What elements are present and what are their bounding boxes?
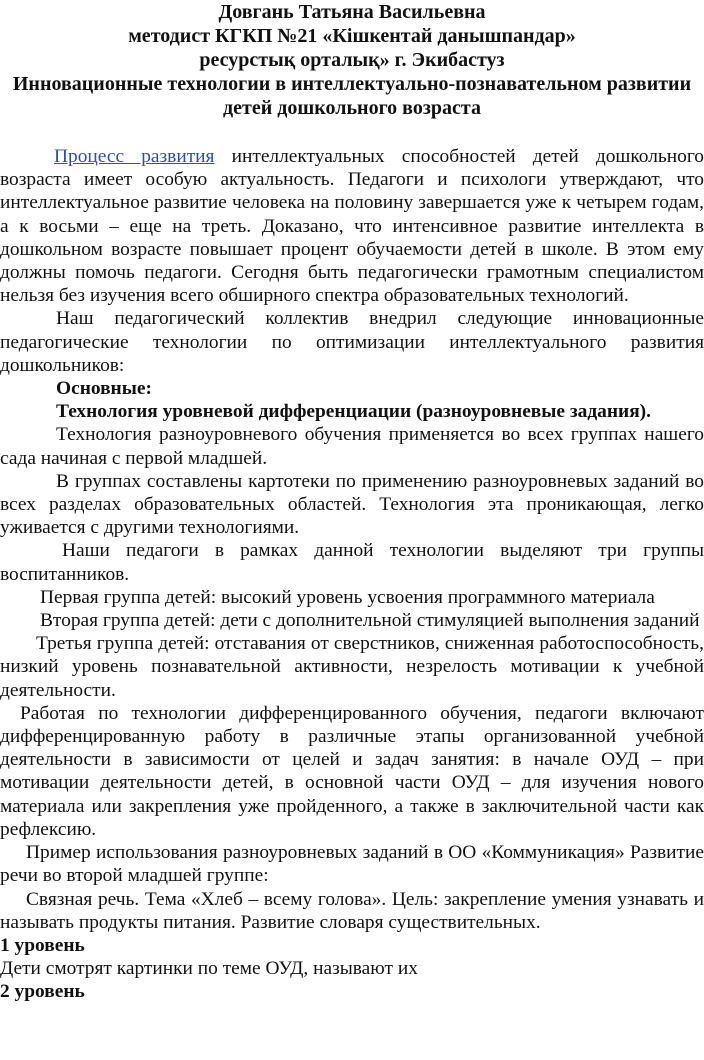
- article-title-line2: детей дошкольного возраста: [223, 97, 481, 119]
- author-name: Довгань Татьяна Васильевна: [218, 1, 486, 23]
- paragraph-groups: Наши педагоги в рамках данной технологии выделяют три группы воспитанников.: [0, 540, 704, 585]
- heading-main: Основные:: [56, 378, 152, 400]
- paragraph-group-1: Первая группа детей: высокий уровень усвоения программного материала: [40, 586, 655, 608]
- document-body: [0, 145, 704, 1004]
- paragraph-tech-usage: Технология разноуровневого обучения применяется во всех группах нашего сада начиная с первой младшей.: [0, 424, 704, 469]
- paragraph-intro-text: интеллектуальных способностей детей дошкольного возраста имеет особую актуальность. Педагоги и психологи утверждают, что интеллектуальное развитие человека на половину завершается уже к четырем годам, а к восьми – еще на треть. Доказано, что интенсивное развитие интеллекта в дошкольном возрасте повышает процент обучаемости детей в школе. В этом ему должны помочь педагоги. Сегодня быть педагогически грамотным специалистом нельзя без изучения всего обширного спектра образовательных технологий.: [0, 146, 704, 307]
- author-position: методист КГКП №21 «Кішкентай данышпандар»: [128, 25, 576, 47]
- process-link[interactable]: Процесс развития: [54, 146, 215, 167]
- paragraph-team: Наш педагогический коллектив внедрил следующие инновационные педагогические технологии по оптимизации интеллектуального развития дошкольников:: [0, 308, 704, 376]
- document-header: [0, 0, 704, 120]
- level-1-heading: 1 уровень: [0, 934, 85, 956]
- paragraph-intro: [0, 145, 704, 307]
- paragraph-connected-speech: Связная речь. Тема «Хлеб – всему голова». Цель: закрепление умения узнавать и называть продукты питания. Развитие словаря существительных.: [0, 888, 704, 933]
- resource-center: ресурстық орталық» г. Экибастуз: [199, 49, 505, 71]
- paragraph-cards: В группах составлены картотеки по применению разноуровневых заданий во всех разделах образовательных областей. Технология эта проникающая, легко уживается с другими технологиями.: [0, 470, 704, 539]
- paragraph-example: Пример использования разноуровневых заданий в ОО «Коммуникация» Развитие речи во второй младшей группе:: [0, 842, 704, 887]
- level-1-text: Дети смотрят картинки по теме ОУД, называют их: [0, 958, 418, 980]
- heading-technology: Технология уровневой дифференциации (разноуровневые задания).: [56, 401, 651, 423]
- paragraph-group-3: Третья группа детей: отставания от сверстников, сниженная работоспособность, низкий уровень познавательной активности, незрелость мотивации к учебной деятельности.: [0, 633, 704, 701]
- level-2-heading: 2 уровень: [0, 981, 85, 1003]
- paragraph-differentiated-work: Работая по технологии дифференцированного обучения, педагоги включают дифференцированную работу в различные этапы организованной учебной деятельности в зависимости от целей и задач занятия: в начале ОУД – при мотивации деятельности детей, в основной части ОУД – для изучения нового материала или закрепления уже пройденного, а также в заключительной части как рефлексию.: [0, 702, 704, 840]
- paragraph-group-2: Вторая группа детей: дети с дополнительной стимуляцией выполнения заданий: [40, 610, 700, 632]
- article-title-line1: Инновационные технологии в интеллектуально-познавательном развитии: [12, 73, 692, 95]
